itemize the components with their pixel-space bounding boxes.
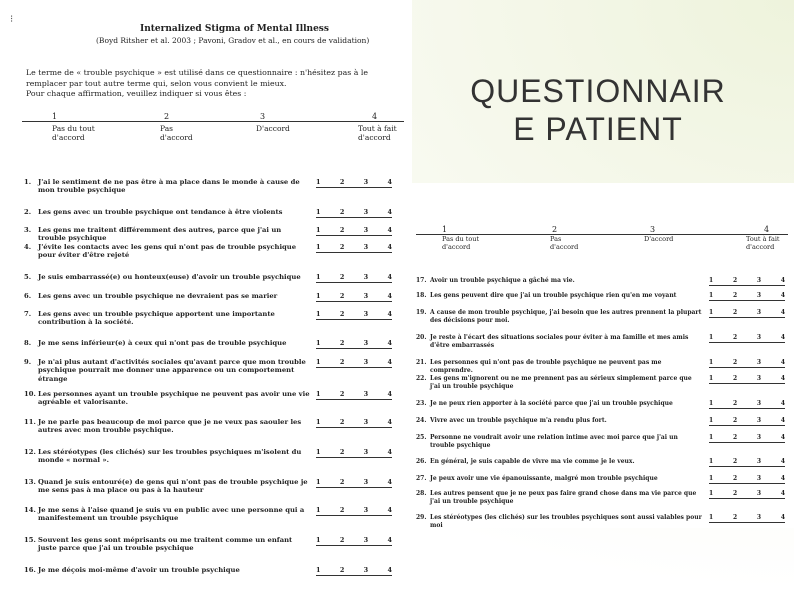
answer-option[interactable]: 2 (732, 309, 738, 316)
item-text: En général, je suis capable de vivre ma vie comme je le veux. (430, 458, 635, 465)
answer-scale[interactable] (709, 359, 785, 368)
item-number: 28. (416, 490, 427, 497)
item-number: 27. (416, 475, 427, 482)
item-text: Les gens avec un trouble psychique apportent une importante contribution à la société. (38, 310, 275, 327)
slide-title (463, 72, 733, 148)
answer-scale[interactable] (709, 292, 785, 301)
item-text: Souvent les gens sont méprisants ou me traitent comme un enfant juste parce que j'ai un trouble psychique (38, 536, 293, 553)
answer-scale[interactable] (709, 277, 785, 286)
answer-scale[interactable] (709, 400, 785, 409)
answer-option[interactable]: 4 (780, 400, 785, 407)
answer-option[interactable]: 1 (316, 536, 321, 544)
answer-option[interactable]: 3 (756, 334, 762, 341)
item-text: Personne ne voudrait avoir une relation intime avec moi parce que j'ai un trouble psychique (430, 434, 678, 449)
answer-scale[interactable] (316, 208, 392, 218)
answer-option[interactable]: 1 (316, 448, 321, 456)
item-number: 15. (24, 536, 36, 544)
item-number: 11. (24, 418, 36, 426)
answer-option[interactable]: 4 (387, 273, 392, 281)
answer-option[interactable]: 2 (339, 390, 345, 398)
item-text: Les personnes ayant un trouble psychique ne peuvent pas avoir une vie agréable et valorisante. (38, 390, 310, 407)
answer-option[interactable]: 4 (780, 334, 785, 341)
answer-scale[interactable] (709, 417, 785, 426)
item-number: 3. (24, 226, 32, 234)
answer-scale[interactable] (316, 418, 392, 428)
answer-scale[interactable] (709, 334, 785, 343)
scale-number: 1 (52, 112, 58, 121)
answer-option[interactable]: 2 (732, 375, 738, 382)
item-number: 22. (416, 375, 427, 382)
scale-label: Pas du tout d'accord (442, 235, 480, 251)
answer-scale[interactable] (709, 490, 785, 499)
answer-option[interactable]: 3 (756, 475, 762, 482)
answer-option[interactable]: 4 (387, 566, 392, 574)
scale-number: 3 (650, 225, 656, 234)
answer-option[interactable]: 2 (732, 475, 738, 482)
answer-option[interactable]: 2 (339, 536, 345, 544)
answer-option[interactable]: 2 (339, 208, 345, 216)
answer-option[interactable]: 1 (316, 243, 321, 251)
item-text: Les gens m'ignorent ou ne me prennent pas au sérieux simplement parce que j'ai un trouble psychique (430, 375, 692, 390)
scale-divider (22, 121, 404, 122)
answer-option[interactable]: 2 (339, 339, 345, 347)
answer-option[interactable]: 3 (756, 458, 762, 465)
answer-option[interactable]: 1 (709, 514, 714, 521)
item-text: Les gens avec un trouble psychique ont tendance à être violents (38, 208, 283, 216)
item-text: Je me sens à l'aise quand je suis vu en public avec une personne qui a manifestement un trouble psychique (38, 506, 305, 523)
item-number: 26. (416, 458, 427, 465)
item-number: 9. (24, 358, 32, 366)
answer-scale[interactable] (316, 178, 392, 188)
answer-option[interactable]: 4 (387, 478, 392, 486)
answer-option[interactable]: 3 (363, 178, 369, 186)
scale-number: 2 (552, 225, 558, 234)
answer-scale[interactable] (316, 243, 392, 253)
item-text: Avoir un trouble psychique a gâché ma vie. (430, 277, 575, 284)
answer-option[interactable]: 2 (732, 292, 738, 299)
item-number: 24. (416, 417, 427, 424)
scale-label: Pas d'accord (160, 124, 193, 142)
answer-option[interactable]: 3 (363, 226, 369, 234)
item-text: Vivre avec un trouble psychique m'a rendu plus fort. (430, 417, 607, 424)
answer-option[interactable]: 4 (387, 292, 392, 300)
item-number: 4. (24, 243, 32, 251)
slide-title-line: QUESTIONNAIR (470, 73, 726, 109)
scale-number: 4 (372, 112, 378, 121)
answer-option[interactable]: 3 (756, 400, 762, 407)
answer-option[interactable]: 4 (387, 178, 392, 186)
answer-option[interactable]: 2 (339, 226, 345, 234)
answer-option[interactable]: 4 (387, 390, 392, 398)
answer-option[interactable]: 4 (780, 458, 785, 465)
answer-option[interactable]: 2 (732, 400, 738, 407)
answer-option[interactable]: 2 (339, 292, 345, 300)
answer-option[interactable]: 1 (709, 458, 714, 465)
answer-option[interactable]: 4 (387, 418, 392, 426)
answer-option[interactable]: 1 (316, 478, 321, 486)
document-subtitle: (Boyd Ritsher et al. 2003 ; Pavoni, Gradov et al., en cours de validation) (96, 36, 370, 45)
answer-option[interactable]: 1 (316, 358, 321, 366)
slide-title-line: E PATIENT (513, 111, 683, 147)
answer-option[interactable]: 4 (780, 359, 785, 366)
answer-option[interactable]: 2 (339, 310, 345, 318)
answer-option[interactable]: 3 (756, 375, 762, 382)
answer-option[interactable]: 1 (316, 390, 321, 398)
item-text: Les personnes qui n'ont pas de trouble psychique ne peuvent pas me comprendre. (430, 359, 662, 374)
item-number: 8. (24, 339, 32, 347)
answer-option[interactable]: 1 (709, 475, 714, 482)
item-text: Je peux avoir une vie épanouissante, malgré mon trouble psychique (430, 475, 658, 482)
answer-option[interactable]: 1 (316, 339, 321, 347)
answer-option[interactable]: 2 (339, 358, 345, 366)
answer-scale[interactable] (316, 310, 392, 320)
item-text: Je n'ai plus autant d'activités sociales qu'avant parce que mon trouble psychique pourrait me donner une apparence ou un comportement étrange (38, 358, 306, 383)
document-title: Internalized Stigma of Mental Illness (140, 24, 329, 34)
answer-option[interactable]: 4 (387, 339, 392, 347)
scale-label: D'accord (644, 235, 674, 243)
answer-option[interactable]: 3 (363, 418, 369, 426)
item-text: Les gens peuvent dire que j'ai un trouble psychique rien qu'en me voyant (430, 292, 677, 299)
answer-scale[interactable] (709, 458, 785, 467)
answer-option[interactable]: 4 (387, 506, 392, 514)
answer-option[interactable]: 1 (316, 506, 321, 514)
answer-option[interactable]: 1 (709, 309, 714, 316)
answer-option[interactable]: 3 (756, 417, 762, 424)
scale-label: Pas d'accord (550, 235, 579, 251)
answer-option[interactable]: 4 (780, 309, 785, 316)
item-number: 17. (416, 277, 427, 284)
answer-option[interactable]: 4 (780, 514, 785, 521)
scale-label: Tout à fait d'accord (358, 124, 397, 142)
answer-option[interactable]: 1 (316, 178, 321, 186)
scale-label: Pas du tout d'accord (52, 124, 95, 142)
answer-scale[interactable] (316, 566, 392, 576)
answer-option[interactable]: 3 (363, 310, 369, 318)
answer-scale[interactable] (709, 475, 785, 484)
item-number: 20. (416, 334, 427, 341)
answer-option[interactable]: 2 (339, 418, 345, 426)
item-text: Les gens me traitent différemment des autres, parce que j'ai un trouble psychique (38, 226, 282, 243)
answer-option[interactable]: 1 (709, 359, 714, 366)
answer-scale[interactable] (316, 358, 392, 368)
scan-mark: ⁝ (10, 14, 14, 25)
answer-option[interactable]: 1 (316, 418, 321, 426)
scale-number: 3 (260, 112, 266, 121)
answer-option[interactable]: 3 (363, 478, 369, 486)
answer-option[interactable]: 4 (780, 277, 785, 284)
answer-scale[interactable] (316, 506, 392, 516)
answer-option[interactable]: 4 (780, 292, 785, 299)
answer-option[interactable]: 2 (339, 448, 345, 456)
answer-option[interactable]: 1 (316, 273, 321, 281)
answer-option[interactable]: 1 (709, 375, 714, 382)
answer-option[interactable]: 2 (732, 334, 738, 341)
item-number: 13. (24, 478, 36, 486)
answer-option[interactable]: 3 (363, 208, 369, 216)
answer-option[interactable]: 2 (732, 359, 738, 366)
item-text: Je ne parle pas beaucoup de moi parce que je ne veux pas saouler les autres avec mon trouble psychique. (38, 418, 302, 435)
answer-option[interactable]: 3 (363, 390, 369, 398)
answer-scale[interactable] (709, 309, 785, 318)
scale-number: 2 (164, 112, 170, 121)
item-text: A cause de mon trouble psychique, j'ai besoin que les autres prennent la plupart des décisions pour moi. (430, 309, 702, 324)
answer-option[interactable]: 1 (316, 310, 321, 318)
item-text: J'ai le sentiment de ne pas être à ma place dans le monde à cause de mon trouble psychique (38, 178, 300, 195)
answer-option[interactable]: 2 (339, 506, 345, 514)
answer-option[interactable]: 2 (339, 273, 345, 281)
questionnaire-page-2 (412, 183, 794, 528)
item-number: 21. (416, 359, 427, 366)
answer-option[interactable]: 1 (316, 292, 321, 300)
answer-option[interactable]: 4 (387, 208, 392, 216)
item-number: 7. (24, 310, 32, 318)
answer-option[interactable]: 2 (732, 277, 738, 284)
answer-option[interactable]: 3 (363, 566, 369, 574)
answer-scale[interactable] (316, 478, 392, 488)
item-number: 6. (24, 292, 32, 300)
item-text: Les autres pensent que je ne peux pas faire grand chose dans ma vie parce que j'ai un trouble psychique (430, 490, 697, 505)
answer-option[interactable]: 4 (387, 536, 392, 544)
item-number: 29. (416, 514, 427, 521)
answer-option[interactable]: 2 (339, 566, 345, 574)
item-text: Les gens avec un trouble psychique ne devraient pas se marier (38, 292, 278, 300)
answer-option[interactable]: 4 (780, 490, 785, 497)
answer-scale[interactable] (316, 226, 392, 236)
scale-number: 4 (764, 225, 770, 234)
answer-option[interactable]: 1 (316, 208, 321, 216)
answer-option[interactable]: 3 (363, 358, 369, 366)
item-text: Je suis embarrassé(e) ou honteux(euse) d'avoir un trouble psychique (38, 273, 301, 281)
answer-option[interactable]: 3 (756, 434, 762, 441)
answer-option[interactable]: 3 (756, 490, 762, 497)
answer-scale[interactable] (316, 292, 392, 302)
answer-option[interactable]: 4 (780, 417, 785, 424)
answer-option[interactable]: 3 (363, 273, 369, 281)
answer-option[interactable]: 1 (709, 292, 714, 299)
item-number: 14. (24, 506, 36, 514)
scale-label: Tout à fait d'accord (746, 235, 780, 251)
answer-scale[interactable] (316, 390, 392, 400)
answer-option[interactable]: 3 (756, 514, 762, 521)
answer-option[interactable]: 1 (316, 226, 321, 234)
instructions (26, 68, 398, 100)
item-number: 12. (24, 448, 36, 456)
item-text: Je me déçois moi-même d'avoir un trouble psychique (38, 566, 240, 574)
answer-option[interactable]: 1 (709, 277, 714, 284)
answer-option[interactable]: 3 (756, 309, 762, 316)
answer-option[interactable]: 4 (387, 358, 392, 366)
item-number: 18. (416, 292, 427, 299)
item-text: Je me sens inférieur(e) à ceux qui n'ont pas de trouble psychique (38, 339, 287, 347)
item-text: Je reste à l'écart des situations sociales pour éviter à ma famille et mes amis d'être embarrassés (430, 334, 689, 349)
answer-option[interactable]: 4 (387, 226, 392, 234)
answer-option[interactable]: 3 (363, 243, 369, 251)
answer-option[interactable]: 1 (709, 434, 714, 441)
answer-scale[interactable] (709, 434, 785, 443)
answer-option[interactable]: 3 (756, 277, 762, 284)
answer-option[interactable]: 2 (339, 178, 345, 186)
answer-option[interactable]: 1 (709, 334, 714, 341)
item-text: Je ne peux rien apporter à la société parce que j'ai un trouble psychique (430, 400, 673, 407)
instruction-text: Le terme de « trouble psychique » est utilisé dans ce questionnaire : n'hésitez pas à le remplacer par tout autre terme qui, selon vous convient le mieux. (26, 68, 368, 88)
answer-option[interactable]: 2 (732, 490, 738, 497)
answer-option[interactable]: 4 (387, 243, 392, 251)
answer-scale[interactable] (316, 339, 392, 349)
answer-option[interactable]: 2 (339, 478, 345, 486)
answer-option[interactable]: 1 (709, 400, 714, 407)
item-number: 16. (24, 566, 36, 574)
answer-scale[interactable] (709, 514, 785, 523)
answer-option[interactable]: 3 (363, 339, 369, 347)
item-text: J'évite les contacts avec les gens qui n'ont pas de trouble psychique pour éviter d'être rejeté (38, 243, 297, 260)
item-number: 1. (24, 178, 32, 186)
answer-option[interactable]: 2 (339, 243, 345, 251)
answer-option[interactable]: 4 (780, 434, 785, 441)
instruction-text: Pour chaque affirmation, veuillez indiquer si vous êtes : (26, 89, 247, 98)
answer-option[interactable]: 3 (363, 506, 369, 514)
answer-option[interactable]: 4 (780, 475, 785, 482)
answer-option[interactable]: 3 (363, 448, 369, 456)
answer-option[interactable]: 1 (316, 566, 321, 574)
item-number: 2. (24, 208, 32, 216)
item-text: Les stéréotypes (les clichés) sur les troubles psychiques m'isolent du monde « normal ». (38, 448, 302, 465)
answer-option[interactable]: 4 (387, 310, 392, 318)
answer-scale[interactable] (709, 375, 785, 384)
item-text: Quand je suis entouré(e) de gens qui n'ont pas de trouble psychique je me sens pas à ma place ou pas à la hauteur (38, 478, 308, 495)
answer-option[interactable]: 1 (709, 417, 714, 424)
answer-option[interactable]: 1 (709, 490, 714, 497)
item-number: 23. (416, 400, 427, 407)
answer-option[interactable]: 2 (732, 417, 738, 424)
answer-scale[interactable] (316, 536, 392, 546)
answer-option[interactable]: 4 (387, 448, 392, 456)
answer-option[interactable]: 3 (756, 292, 762, 299)
scale-label: D'accord (256, 124, 290, 133)
answer-option[interactable]: 3 (363, 292, 369, 300)
answer-scale[interactable] (316, 448, 392, 458)
item-number: 19. (416, 309, 427, 316)
item-text: Les stéréotypes (les clichés) sur les troubles psychiques sont aussi valables pour moi (430, 514, 702, 528)
answer-option[interactable]: 4 (780, 375, 785, 382)
answer-option[interactable]: 2 (732, 514, 738, 521)
answer-option[interactable]: 3 (363, 536, 369, 544)
scale-number: 1 (442, 225, 448, 234)
answer-option[interactable]: 3 (756, 359, 762, 366)
item-number: 25. (416, 434, 427, 441)
item-number: 5. (24, 273, 32, 281)
answer-option[interactable]: 2 (732, 458, 738, 465)
item-number: 10. (24, 390, 36, 398)
answer-scale[interactable] (316, 273, 392, 283)
answer-option[interactable]: 2 (732, 434, 738, 441)
